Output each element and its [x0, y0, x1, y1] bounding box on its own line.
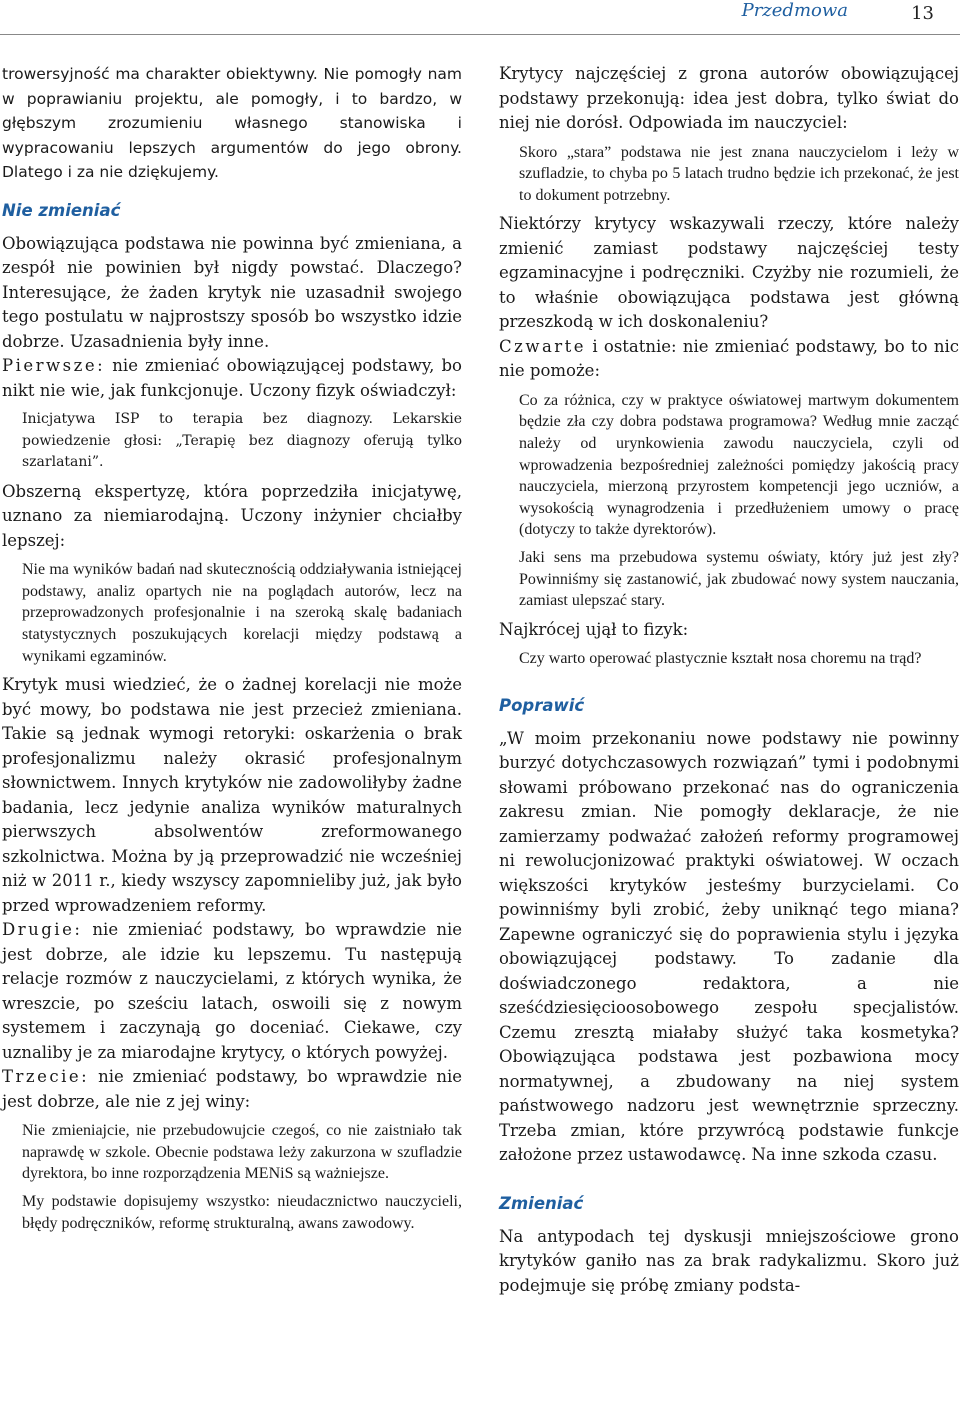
paragraph-text: i ostatnie: nie zmieniać podstawy, bo to nic nie pomoże: — [499, 336, 959, 381]
paragraph-text: Obowiązująca podstawa nie powinna być zmieniana, a zespół nie powinien był nigdy powstać. Dlaczego? Interesujące, że żaden krytyk nie uzasadnił swojego tego postulatu w najprostszy sposób bo wszystko idzie dobrze. Uzasadnienia były inne. — [2, 233, 462, 351]
quote: My podstawie dopisujemy wszystko: nieudacznictwo nauczycieli, błędy podręczników, reformę strukturalną, awans zawodowy. — [22, 1193, 462, 1232]
header-rule — [0, 34, 960, 35]
section-title: Przedmowa — [741, 0, 848, 21]
quote: Skoro „stara” podstawa nie jest znana nauczycielom i leży w szufladzie, to chyba po 5 latach trudno będzie ich przekonać, że jest to dokument potrzebny. — [519, 143, 959, 204]
paragraph: Obszerną ekspertyzę, która poprzedziła inicjatywę, uznano za niemiarodajną. Uczony inżynier chciałby lepszej: — [2, 481, 462, 550]
paragraph — [499, 335, 959, 384]
paragraph: trowersyjność ma charakter obiektywny. Nie pomogły nam w poprawianiu projektu, ale pomogły, i to bardzo, w głębszym zrozumieniu własnego stanowiska i wypracowaniu lepszych argumentów do jego obrony. Dlatego i za nie dziękujemy. — [2, 65, 462, 181]
right-column — [499, 62, 959, 1298]
left-column — [2, 62, 462, 1234]
paragraph-text: nie zmieniać obowiązującej podstawy, bo nikt nie wie, jak funkcjonuje. Uczony fizyk oświadczył: — [2, 356, 462, 400]
paragraph-text: nie zmieniać podstawy, bo wprawdzie nie jest dobrze, ale idzie ku lepszemu. Tu następują relacje rozmów z nauczycielami, z których wynika, że wreszcie, po sześciu latach, oswoili się z nowym systemem i zaczynają go doceniać. Ciekawe, czy uznaliby je za miarodajne krytycy, o których powyżej. — [2, 920, 462, 1062]
paragraph — [2, 232, 462, 355]
enumeration-lead: Drugie: — [2, 920, 83, 940]
page-number: 13 — [911, 3, 934, 24]
quote: Inicjatywa ISP to terapia bez diagnozy. Lekarskie powiedzenie głosi: „Terapię bez diagnozy oferują tylko szarlatani”. — [22, 411, 462, 471]
quote: Nie ma wyników badań nad skutecznością oddziaływania istniejącej podstawy, analiz opartych nie na poglądach autorów, lecz na przeprowadzonych profesjonalnie i na szeroką skalę badaniach statystycznych poszukujących korelacji między podstawą a wynikami egzaminów. — [22, 561, 462, 665]
paragraph: Na antypodach tej dyskusji mniejszościowe grono krytyków ganiło nas za brak radykalizmu. Skoro już podejmuje się próbę zmiany podsta- — [499, 1226, 959, 1295]
page-header — [0, 0, 960, 34]
paragraph-text: nie zmieniać podstawy, bo wprawdzie nie jest dobrze, ale nie z jej winy: — [2, 1067, 462, 1111]
paragraph: Krytyk musi wiedzieć, że o żadnej korelacji nie może być mowy, bo podstawa nie jest przecież zmieniana. Takie są jednak wymogi retoryki: oskarżenia o brak profesjonalizmu należy okrasić profesjonalnym słownictwem. Innych krytyków nie zadowoliłyby żadne badania, lecz jedynie analiza wyników maturalnych pierwszych absolwentów zreformowanego szkolnictwa. Można by ją przeprowadzić nie wcześniej niż w 2011 r., kiedy wszyscy zapomnieliby już, jak było przed wprowadzeniem reformy. — [2, 675, 462, 915]
paragraph: „W moim przekonaniu nowe podstawy nie powinny burzyć dotychczasowych rozwiązań” tymi i podobnymi słowami próbowano przekonać nas do ograniczenia zakresu zmian. Nie pomogły deklaracje, że nie zamierzamy podważać założeń reformy programowej ni rewolucjonizować praktyki oświatowej. W oczach większości krytyków jesteśmy burzycielami. Co powinniśmy byli zrobić, żeby uniknąć tego miana? Zapewne ograniczyć się do poprawienia stylu i języka obowiązującej podstawy. To zadanie dla doświadczonego redaktora, a nie sześćdziesięcioosobowego zespołu specjalistów. Czemu zresztą miałaby służyć taka kosmetyka? Obowiązująca podstawa jest pozbawiona mocy normatywnej, a zbudowany na niej system państwowego nadzoru jest wewnętrznie sprzeczny. Trzeba zmian, które przywrócą podstawie funkcje założone przez ustawodawcę. Na inne szkoda czasu. — [499, 728, 959, 1165]
section-heading: Zmieniać — [499, 1193, 584, 1213]
quote: Jaki sens ma przebudowa systemu oświaty, który już jest zły? Powinniśmy się zastanowić, jak zbudować nowy system nauczania, zamiast ulepszać stary. — [519, 548, 959, 610]
quote: Nie zmieniajcie, nie przebudowujcie czegoś, co nie zaistniało tak naprawdę w szkole. Obecnie podstawa leży zakurzona w szufladzie dyrektora, bo inne rozporządzenia MENiS są ważniejsze. — [22, 1122, 462, 1183]
enumeration-lead: Czwarte — [499, 336, 587, 356]
paragraph — [2, 1065, 462, 1114]
section-heading: Nie zmieniać — [2, 200, 121, 220]
paragraph — [2, 354, 462, 403]
paragraph: Krytycy najczęściej z grona autorów obowiązującej podstawy przekonują: idea jest dobra, tylko świat do niej nie dorósł. Odpowiada im nauczyciel: — [499, 64, 959, 132]
paragraph: Niektórzy krytycy wskazywali rzeczy, które należy zmienić zamiast podstawy najczęściej testy egzaminacyjne i podręczniki. Czyżby nie rozumieli, że to właśnie obowiązująca podstawa jest główną przeszkodą w ich doskonaleniu? — [499, 214, 959, 332]
paragraph — [2, 918, 462, 1065]
section-heading: Poprawić — [499, 695, 585, 715]
enumeration-lead: Pierwsze: — [2, 356, 106, 375]
enumeration-lead: Trzecie: — [2, 1067, 90, 1087]
quote: Co za różnica, czy w praktyce oświatowej martwym dokumentem będzie zła czy dobra podstawa programowa? Według mnie zacząć należy od urynkowienia zawodu nauczyciela, czyli od wprowadzenia bezpośredniej zależności pomiędzy jakością pracy nauczyciela, mierzoną przyrostem kompetencji jego uczniów, a wysokością wynagrodzenia i przedłużeniem umowy o pracę (dotyczy to także dyrektorów). — [519, 391, 959, 539]
quote: Czy warto operować plastycznie kształt nosa choremu na trąd? — [519, 650, 922, 668]
paragraph: Najkrócej ujął to fizyk: — [499, 619, 689, 639]
